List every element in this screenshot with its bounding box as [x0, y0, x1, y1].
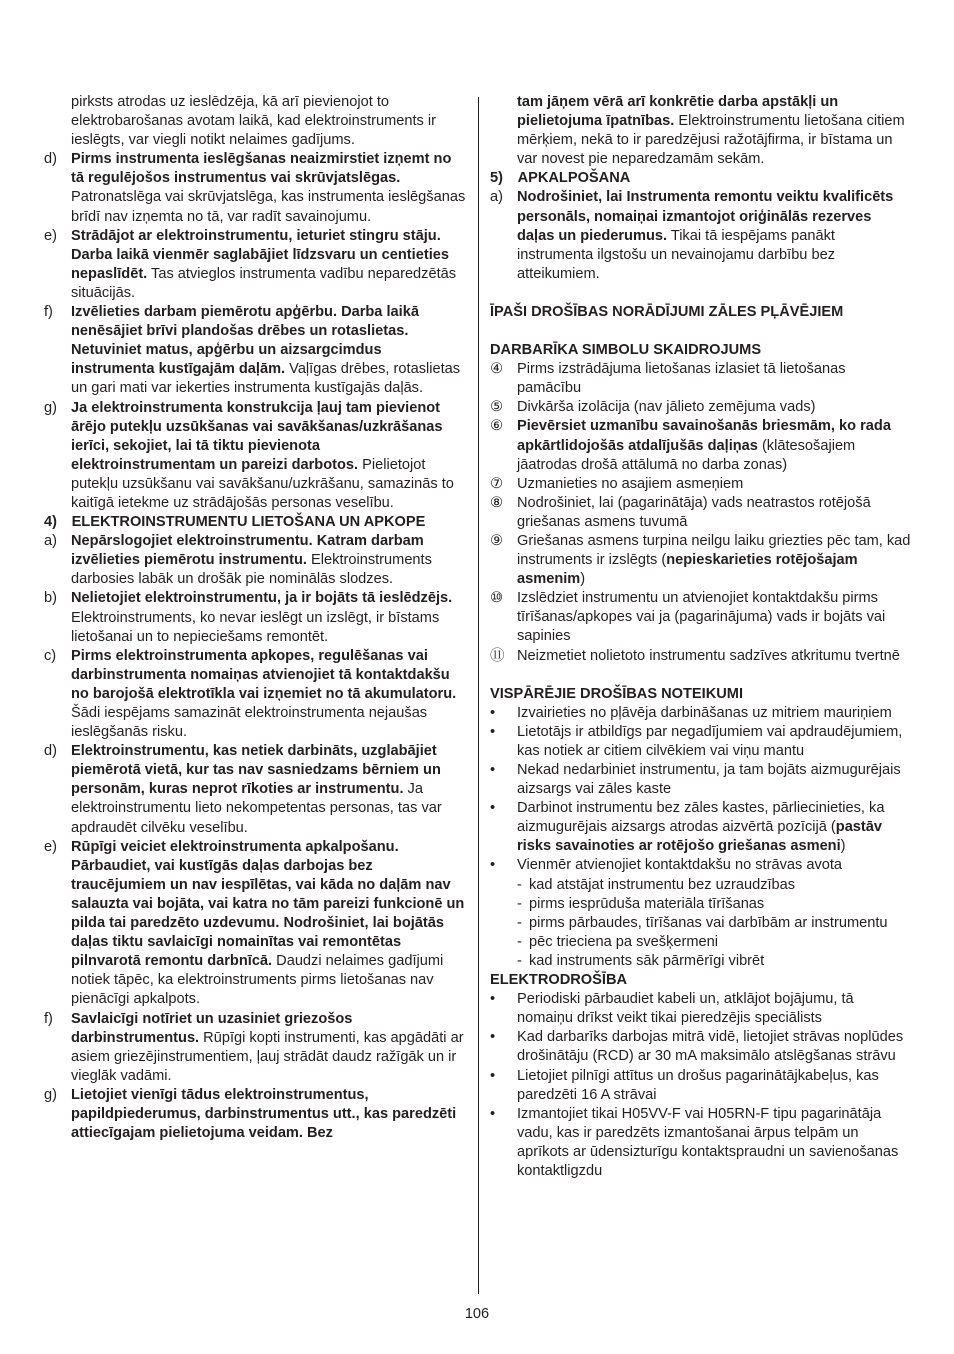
item-regular-text: pirms pārbaudes, tīrīšanas vai darbībām ar instrumentu	[529, 914, 888, 931]
bullet-icon: •	[490, 762, 496, 778]
item-regular-text: Vaļīgas drēbes, rotaslietas un gari mati var iekerties instrumenta kustīgajās daļās.	[71, 361, 461, 397]
item-regular-text: )	[840, 838, 846, 855]
list-item	[490, 647, 912, 666]
item-marker: ⑧	[490, 494, 504, 511]
item-bold-text: nepieskarieties rotējošajam asmenim	[517, 552, 858, 588]
dash-icon: -	[517, 895, 522, 912]
list-item	[490, 799, 912, 856]
bullet-icon: •	[490, 1029, 496, 1046]
bullet-icon: •	[490, 704, 496, 721]
item-regular-text: Griešanas asmens turpina neilgu laiku griezties pēc tam, kad instruments ir izslēgts (	[517, 532, 911, 569]
item-regular-text: kad atstājat instrumentu bez uzraudzības	[529, 876, 796, 893]
item-regular-text: Kad darbarīks darbojas mitrā vidē, lietojiet strāvas noplūdes drošinātāju (RCD) ar 30 mA maksimālo atslēgšanas strāvu	[517, 1029, 904, 1065]
item-text	[71, 532, 466, 589]
item-regular-text: Tikai tā iespējams panākt instrumenta ilgstošu un nevainojamu darbību bez atteikumiem.	[517, 227, 836, 282]
page-number: 106	[464, 1306, 490, 1322]
bullet-icon: •	[490, 1105, 496, 1122]
general-safety-list	[490, 704, 912, 876]
item-regular-text: Lietojiet pilnīgi attītus un drošus pagarinātājkabeļus, kas paredzēti 16 A strāvai	[517, 1067, 879, 1103]
item-marker: g)	[44, 1086, 57, 1103]
item-bold-text: Pirms instrumenta ieslēgšanas neaizmirstiet izņemt no tā regulējošos instrumentus vai skrūvjatslēgas.	[71, 151, 452, 187]
dash-icon: -	[517, 914, 522, 931]
item-text	[517, 417, 912, 474]
item-bold-text: Lietojiet vienīgi tādus elektroinstrumentus, papildpiederumus, darbinstrumentus utt., kas paredzēti attiecīgajam pielietojuma veidam. Bez	[71, 1086, 457, 1142]
list-item	[490, 417, 912, 474]
sub-list-item	[490, 895, 912, 914]
item-text	[517, 494, 912, 532]
item-bold-text: Ja elektroinstrumenta konstrukcija ļauj tam pievienot ārējo putekļu uzsūkšanas vai savākšanas/uzkrāšanas ierīci, sekojiet, lai tā tiktu pievienota elektroinstrumentam un pareizi darbotos.	[71, 399, 443, 473]
section-5-heading: 5) APKALPOŠANA	[490, 170, 631, 187]
list-item	[490, 589, 912, 646]
item-regular-text: Patronatslēga vai skrūvjatslēga, kas instrumenta ieslēgšanas brīdī nav izņemta no tā, var radīt savainojumu.	[71, 189, 466, 225]
item-text	[517, 360, 912, 398]
item-bold-text: Strādājot ar elektroinstrumentu, ieturiet stingru stāju. Darba laikā vienmēr saglabājiet līdzsvaru un centieties nepaslīdēt.	[71, 227, 449, 282]
item-marker: ⑦	[490, 475, 504, 492]
item-bold-text: Nepārslogojiet elektroinstrumentu. Katram darbam izvēlieties piemērotu instrumentu.	[71, 533, 424, 569]
list-item	[44, 1010, 466, 1086]
item-text	[517, 188, 912, 283]
item-regular-text: Darbinot instrumentu bez zāles kastes, pārliecinieties, ka aizmugurējais aizsargs atrodas aizvērtā pozīcijā (	[517, 800, 885, 836]
item-text	[517, 532, 912, 589]
item-text	[71, 227, 466, 303]
item-text	[517, 704, 912, 723]
item-marker: c)	[44, 647, 57, 664]
item-marker: ⑩	[490, 590, 504, 607]
list-item	[490, 398, 912, 417]
right-column	[490, 93, 912, 1181]
item-regular-text: Šādi iespējams samazināt elektroinstrumenta nejaušas ieslēgšanās risku.	[71, 705, 428, 741]
item-bold-text: pastāv risks savainoties ar rotējošo griešanas asmeni	[517, 819, 883, 855]
item-regular-text: Periodiski pārbaudiet kabeli un, atklājot bojājumu, tā nomaiņu drīkst veikt tikai pieredzējis speciālists	[517, 991, 854, 1027]
list-item	[44, 532, 466, 589]
item-regular-text: (klātesošajiem jāatrodas drošā attālumā no darba zonas)	[517, 437, 856, 473]
electrical-safety-heading: ELEKTRODROŠĪBA	[490, 972, 628, 989]
bullet-icon: •	[490, 1067, 496, 1084]
item-regular-text: Izmantojiet tikai H05VV-F vai H05RN-F tipu pagarinātāja vadu, kas ir paredzēts izmantošanai ārpus telpām un aprīkots ar ūdensizturīgu kontaktspraudni un savienošanas kontaktligzdu	[517, 1105, 899, 1179]
item-bold-text: Pirms elektroinstrumenta apkopes, regulēšanas vai darbinstrumenta nomaiņas atvienojiet tā kontaktdakšu no barojošā elektrotīkla vai izņemiet no tā akumulatoru.	[71, 647, 457, 702]
item-text	[71, 1010, 466, 1086]
list-item	[490, 532, 912, 589]
item-text	[71, 303, 466, 398]
item-marker: b)	[44, 590, 57, 607]
list-item	[490, 990, 912, 1028]
item-regular-text: Izvairieties no pļāvēja darbināšanas uz mitriem mauriņiem	[517, 704, 892, 721]
section-4-heading: 4) ELEKTROINSTRUMENTU LIETOŠANA UN APKOPE	[44, 514, 426, 531]
list-item	[44, 647, 466, 742]
item-text	[517, 761, 912, 799]
item-bold-text: Nelietojiet elektroinstrumentu, ja ir bojāts tā ieslēdzējs.	[71, 590, 453, 607]
list-item	[490, 761, 912, 799]
item-marker: d)	[44, 151, 57, 168]
item-regular-text: Tas atvieglos instrumenta vadību neparedzētās situācijās.	[71, 265, 457, 301]
list-item	[490, 1028, 912, 1066]
item-marker: g)	[44, 399, 57, 416]
list-item	[44, 838, 466, 1010]
list-item	[44, 150, 466, 226]
electrical-safety-list	[490, 990, 912, 1181]
section-5-list	[490, 188, 912, 283]
item-regular-text: Elektroinstruments darbosies labāk un drošāk pie nominālās slodzes.	[71, 552, 432, 588]
general-safety-sublist	[490, 876, 912, 971]
list-item	[490, 360, 912, 398]
item-marker: d)	[44, 743, 57, 760]
item-text	[71, 838, 466, 1010]
bullet-icon: •	[490, 800, 496, 817]
item-marker: ⑨	[490, 532, 504, 549]
list-item	[490, 188, 912, 283]
list-item	[490, 1067, 912, 1105]
continuation-bold: tam jāņem vērā arī konkrētie darba apstākļi un pielietojuma īpatnības.	[517, 94, 839, 130]
item-regular-text: kad instruments sāk pārmērīgi vibrēt	[529, 952, 765, 969]
item-regular-text: pēc trieciena pa svešķermeni	[529, 933, 718, 950]
item-regular-text: Ja elektroinstrumentu lieto nekompetentas personas, tas var apdraudēt cilvēku veselību.	[71, 781, 442, 836]
item-regular-text: Rūpīgi kopti instrumenti, kas apgādāti ar asiem griezējinstrumentiem, ļauj strādāt daudz ražīgāk un ir vieglāk vadāmi.	[71, 1029, 464, 1084]
item-marker: ⑤	[490, 399, 504, 416]
item-marker: ④	[490, 361, 504, 378]
item-text	[71, 399, 466, 514]
sub-list-item	[490, 952, 912, 971]
continuation-text: Elektroinstrumentu lietošana citiem mērķiem, nekā to ir paredzējusi ražotājfirma, ir bīstama un var novest pie neparedzamām sekām.	[517, 113, 905, 168]
item-text	[517, 647, 912, 666]
column-divider	[478, 97, 479, 1294]
item-marker: f)	[44, 1010, 53, 1027]
bullet-icon: •	[490, 723, 496, 740]
item-regular-text: Elektroinstruments, ko nevar ieslēgt un izslēgt, ir bīstams lietošanai un to nepieciešams remontēt.	[71, 609, 440, 645]
list-item	[44, 399, 466, 514]
section-4-list	[44, 532, 466, 1143]
item-marker: a)	[44, 533, 57, 550]
item-bold-text: Savlaicīgi notīriet un uzasiniet griezošos darbinstrumentus.	[71, 1010, 353, 1046]
dash-icon: -	[517, 952, 522, 969]
item-text	[517, 589, 912, 646]
item-regular-text: Neizmetiet nolietoto instrumentu sadzīves atkritumu tvertnē	[517, 647, 900, 664]
list-item	[490, 1105, 912, 1181]
item-text	[517, 475, 912, 494]
special-safety-heading: ĪPAŠI DROŠĪBAS NORĀDĪJUMI ZĀLES PĻĀVĒJIEM	[490, 303, 844, 320]
item-regular-text: Divkārša izolācija (nav jālieto zemējuma vads)	[517, 399, 816, 416]
item-text	[71, 742, 466, 837]
dash-icon: -	[517, 876, 522, 893]
section-3-list	[44, 150, 466, 513]
item-regular-text: Nekad nedarbiniet instrumentu, ja tam bojāts aizmugurējais aizsargs vai zāles kaste	[517, 762, 901, 798]
item-regular-text: Daudzi nelaimes gadījumi notiek tāpēc, ka elektroinstruments pirms lietošanas nav pienācīgi apkalpots.	[71, 953, 444, 1008]
item-bold-text: Elektroinstrumentu, kas netiek darbināts, uzglabājiet piemērotā vietā, kur tas nav sasniedzams bērniem un personām, kuras neprot rīkoties ar instrumentu.	[71, 743, 441, 798]
item-regular-text: Lietotājs ir atbildīgs par negadījumiem vai apdraudējumiem, kas notiek ar citiem cilvēkiem vai viņu mantu	[517, 723, 903, 759]
item-text	[71, 1086, 466, 1143]
list-item	[44, 742, 466, 837]
item-text	[71, 647, 466, 742]
item-regular-text: Nodrošiniet, lai (pagarinātāja) vads neatrastos rotējošā griešanas asmens tuvumā	[517, 494, 871, 530]
item-regular-text: Pielietojot putekļu uzsūkšanu vai savākšanu/uzkrāšanu, samazinās to kaitīgā ietekme uz strādājošās personas veselību.	[71, 456, 454, 511]
item-text	[517, 799, 912, 856]
symbols-list	[490, 360, 912, 666]
item-bold-text: Rūpīgi veiciet elektroinstrumenta apkalpošanu. Pārbaudiet, vai kustīgās daļas darbojas bez traucējumiem un nav iespīlētas, vai kāda no daļām nav salauzta vai bojāta, vai katra no tām pareizi funkcionē un pilda tai paredzēto uzdevumu. Nodrošiniet, lai bojātās daļas tiktu savlaicīgi nomainītas vai remontētas pilnvarotā remontu darbnīcā.	[71, 838, 465, 970]
item-text	[517, 856, 912, 875]
sub-list-item	[490, 914, 912, 933]
item-text	[517, 398, 912, 417]
bullet-icon: •	[490, 991, 496, 1008]
item-bold-text: Pievērsiet uzmanību savainošanās briesmām, ko rada apkārtlidojošās atdalījušās daļiņas	[517, 418, 891, 454]
sub-list-item	[490, 933, 912, 952]
list-item	[490, 475, 912, 494]
intro-paragraph: pirksts atrodas uz ieslēdzēja, kā arī pievienojot to elektrobarošanas avotam laikā, kad elektroinstruments ir ieslēgts, var viegli notikt nelaimes gadījums.	[71, 94, 437, 149]
item-regular-text: Vienmēr atvienojiet kontaktdakšu no strāvas avota	[517, 857, 843, 874]
list-item	[44, 227, 466, 303]
item-marker: ⑪	[490, 647, 505, 664]
item-text	[517, 723, 912, 761]
item-marker: f)	[44, 304, 53, 321]
list-item	[490, 704, 912, 723]
list-item	[44, 1086, 466, 1143]
item-marker: e)	[44, 838, 57, 855]
general-safety-heading: VISPĀRĒJIE DROŠĪBAS NOTEIKUMI	[490, 685, 743, 702]
item-marker: ⑥	[490, 418, 504, 435]
item-text	[71, 589, 466, 646]
list-item	[490, 494, 912, 532]
item-text	[71, 150, 466, 226]
item-marker: a)	[490, 189, 503, 206]
item-marker: e)	[44, 227, 57, 244]
bullet-icon: •	[490, 857, 496, 874]
item-regular-text: )	[580, 571, 586, 588]
list-item	[490, 723, 912, 761]
left-column	[44, 93, 466, 1143]
list-item	[44, 589, 466, 646]
list-item	[490, 856, 912, 875]
item-bold-text: Izvēlieties darbam piemērotu apģērbu. Darba laikā nenēsājiet brīvi plandošas drēbes un rotaslietas. Netuviniet matus, apģērbu un aizsargcimdus instrumenta kustīgajām daļām.	[71, 304, 419, 378]
continuation-paragraph	[490, 93, 912, 169]
dash-icon: -	[517, 933, 522, 950]
symbols-heading: DARBARĪKA SIMBOLU SKAIDROJUMS	[490, 342, 762, 359]
item-regular-text: Izslēdziet instrumentu un atvienojiet kontaktdakšu pirms tīrīšanas/apkopes vai ja (pagarinājuma) vads ir bojāts vai sapinies	[517, 590, 886, 645]
sub-list-item	[490, 876, 912, 895]
item-regular-text: pirms iesprūduša materiāla tīrīšanas	[529, 895, 765, 912]
item-bold-text: Nodrošiniet, lai Instrumenta remontu veiktu kvalificēts personāls, nomaiņai izmantojot oriģinālās rezerves daļas un piederumus.	[517, 189, 894, 244]
item-regular-text: Pirms izstrādājuma lietošanas izlasiet tā lietošanas pamācību	[517, 361, 846, 397]
item-regular-text: Uzmanieties no asajiem asmeņiem	[517, 475, 744, 492]
list-item	[44, 303, 466, 398]
